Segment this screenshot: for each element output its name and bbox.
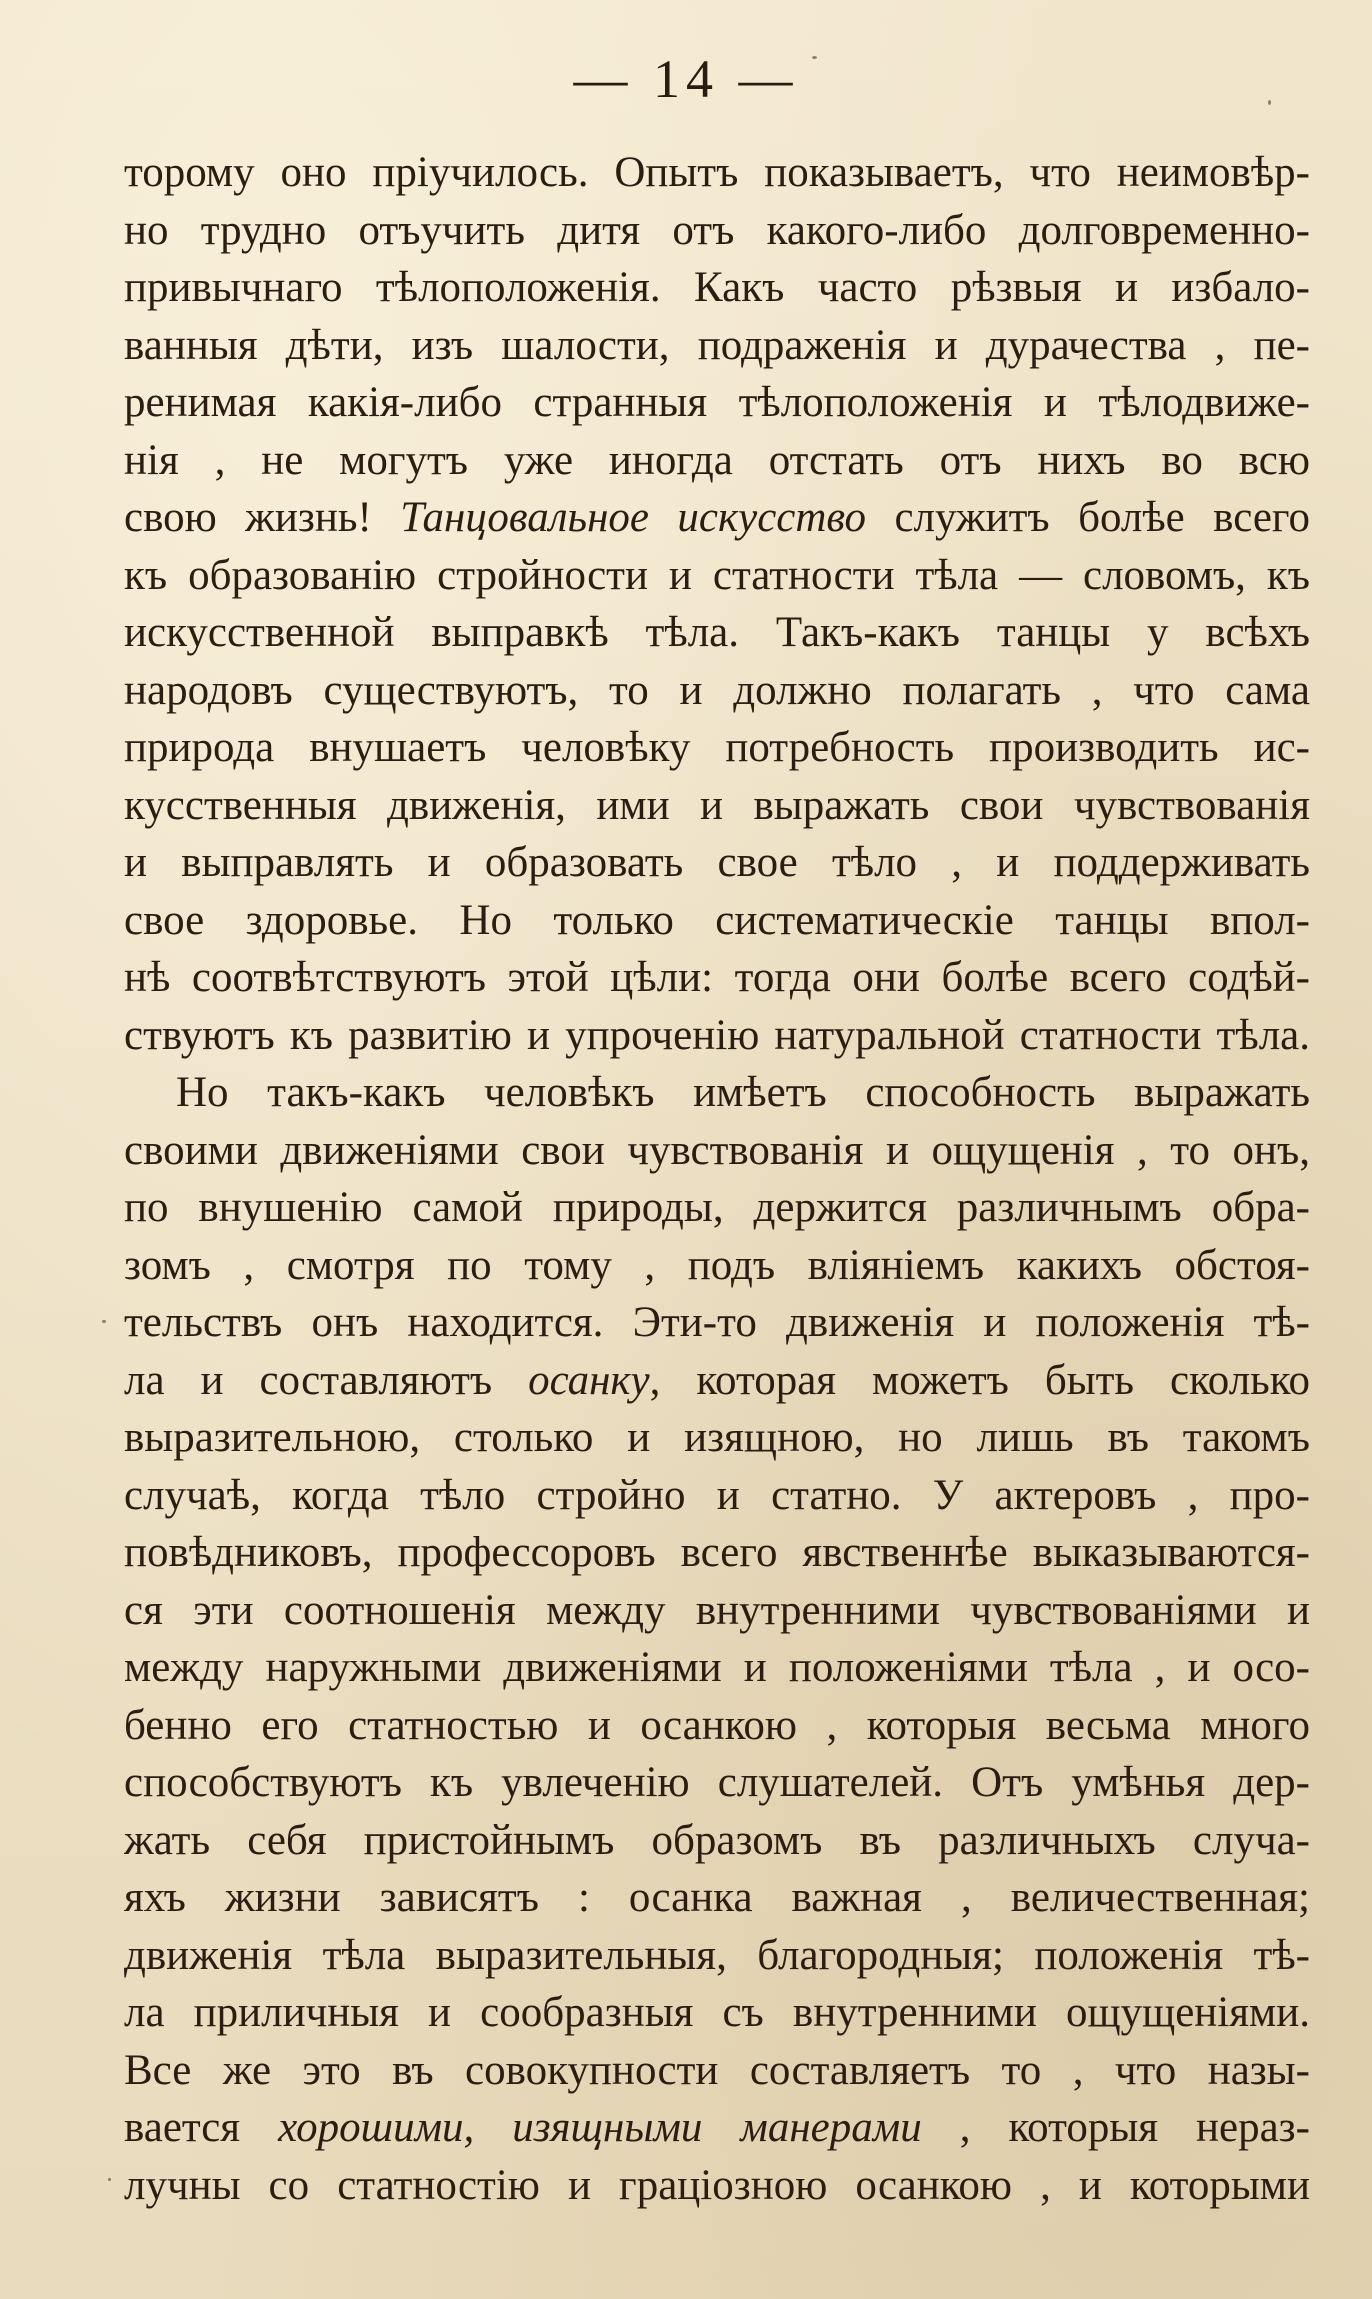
ink-speck	[108, 2178, 111, 2181]
text-line: лучны со статностію и граціозною осанкою , и которыми	[124, 2161, 1310, 2209]
text-segment: свою жизнь!	[124, 494, 401, 541]
text-line: но трудно отъучить дитя отъ какого-либо долговременно-	[124, 206, 1310, 254]
text-line: ла приличныя и сообразныя съ внутренними ощущеніями.	[124, 1989, 1310, 2036]
text-line: жать себя пристойнымъ образомъ въ различныхъ случа-	[124, 1816, 1310, 1864]
text-line: повѣдниковъ, профессоровъ всего явственнѣе выказываются-	[124, 1529, 1310, 1576]
text-line: тельствъ онъ находится. Эти-то движенія и положенія тѣ-	[124, 1299, 1310, 1346]
italic-phrase: осанку	[528, 1356, 650, 1404]
text-line	[124, 489, 1310, 547]
text-line: по внушенію самой природы, держится различнымъ обра-	[124, 1184, 1310, 1231]
text-line: привычнаго тѣлоположенія. Какъ часто рѣзвыя и избало-	[124, 264, 1310, 311]
text-line	[124, 1352, 1310, 1410]
text-line: кусственныя движенія, ими и выражать свои чувствованія	[124, 781, 1310, 829]
page-number: — 14 —	[573, 49, 799, 109]
text-line: къ образованію стройности и статности тѣла — словомъ, къ	[124, 551, 1310, 599]
ink-speck	[1268, 100, 1271, 105]
text-line: своими движеніями свои чувствованія и ощущенія , то онъ,	[124, 1126, 1310, 1174]
text-line: движенія тѣла выразительныя, благородныя; положенія тѣ-	[124, 1931, 1310, 1979]
body-text	[124, 144, 1310, 2214]
italic-phrase: хорошими, изящными манерами	[278, 2104, 922, 2151]
text-line: нія , не могутъ уже иногда отстать отъ нихъ во всю	[124, 436, 1310, 484]
text-segment: , которая можетъ быть сколько	[649, 1356, 1310, 1404]
text-line: ся эти соотношенія между внутренними чувствованіями и	[124, 1586, 1310, 1634]
text-line: ванныя дѣти, изъ шалости, подраженія и дурачества , пе-	[124, 321, 1310, 369]
text-line: нѣ соотвѣтствуютъ этой цѣли: тогда они болѣе всего содѣй-	[124, 954, 1310, 1001]
text-line: Но такъ-какъ человѣкъ имѣетъ способность выражать	[176, 1069, 1310, 1116]
ink-speck	[812, 56, 817, 59]
text-segment: ла и составляютъ	[124, 1356, 529, 1404]
text-line: между наружными движеніями и положеніями тѣла , и осо-	[124, 1644, 1310, 1691]
text-line: искусственной выправкѣ тѣла. Такъ-какъ танцы у всѣхъ	[124, 609, 1310, 656]
text-segment: , которыя нераз-	[921, 2104, 1310, 2151]
text-line: свое здоровье. Но только систематическіе танцы впол-	[124, 896, 1310, 944]
text-segment: служитъ болѣе всего	[866, 494, 1310, 541]
italic-phrase: Танцовальное искусство	[400, 494, 867, 541]
text-line: природа внушаетъ человѣку потребность производить ис-	[124, 724, 1310, 771]
text-line: Все же это въ совокупности составляетъ то , что назы-	[124, 2046, 1310, 2094]
ink-speck	[102, 1320, 106, 1323]
text-line: выразительною, столько и изящною, но лишь въ такомъ	[124, 1414, 1310, 1461]
text-line: яхъ жизни зависятъ : осанка важная , величественная;	[124, 1874, 1310, 1921]
text-line: и выправлять и образовать свое тѣло , и поддерживать	[124, 839, 1310, 886]
text-line: способствуютъ къ увлеченію слушателей. Отъ умѣнья дер-	[124, 1759, 1310, 1806]
text-line: ренимая какія-либо странныя тѣлоположенія и тѣлодвиже-	[124, 379, 1310, 426]
text-line: бенно его статностью и осанкою , которыя весьма много	[124, 1701, 1310, 1749]
text-line	[124, 2099, 1310, 2157]
text-line: случаѣ, когда тѣло стройно и статно. У актеровъ , про-	[124, 1471, 1310, 1519]
text-segment: вается	[124, 2104, 279, 2151]
text-line: торому оно пріучилось. Опытъ показываетъ, что неимовѣр-	[124, 149, 1310, 196]
text-line: ствуютъ къ развитію и упроченію натуральной статности тѣла.	[124, 1011, 1310, 1059]
text-line: народовъ существуютъ, то и должно полагать , что сама	[124, 666, 1310, 714]
text-line: зомъ , смотря по тому , подъ вліяніемъ какихъ обстоя-	[124, 1241, 1310, 1289]
